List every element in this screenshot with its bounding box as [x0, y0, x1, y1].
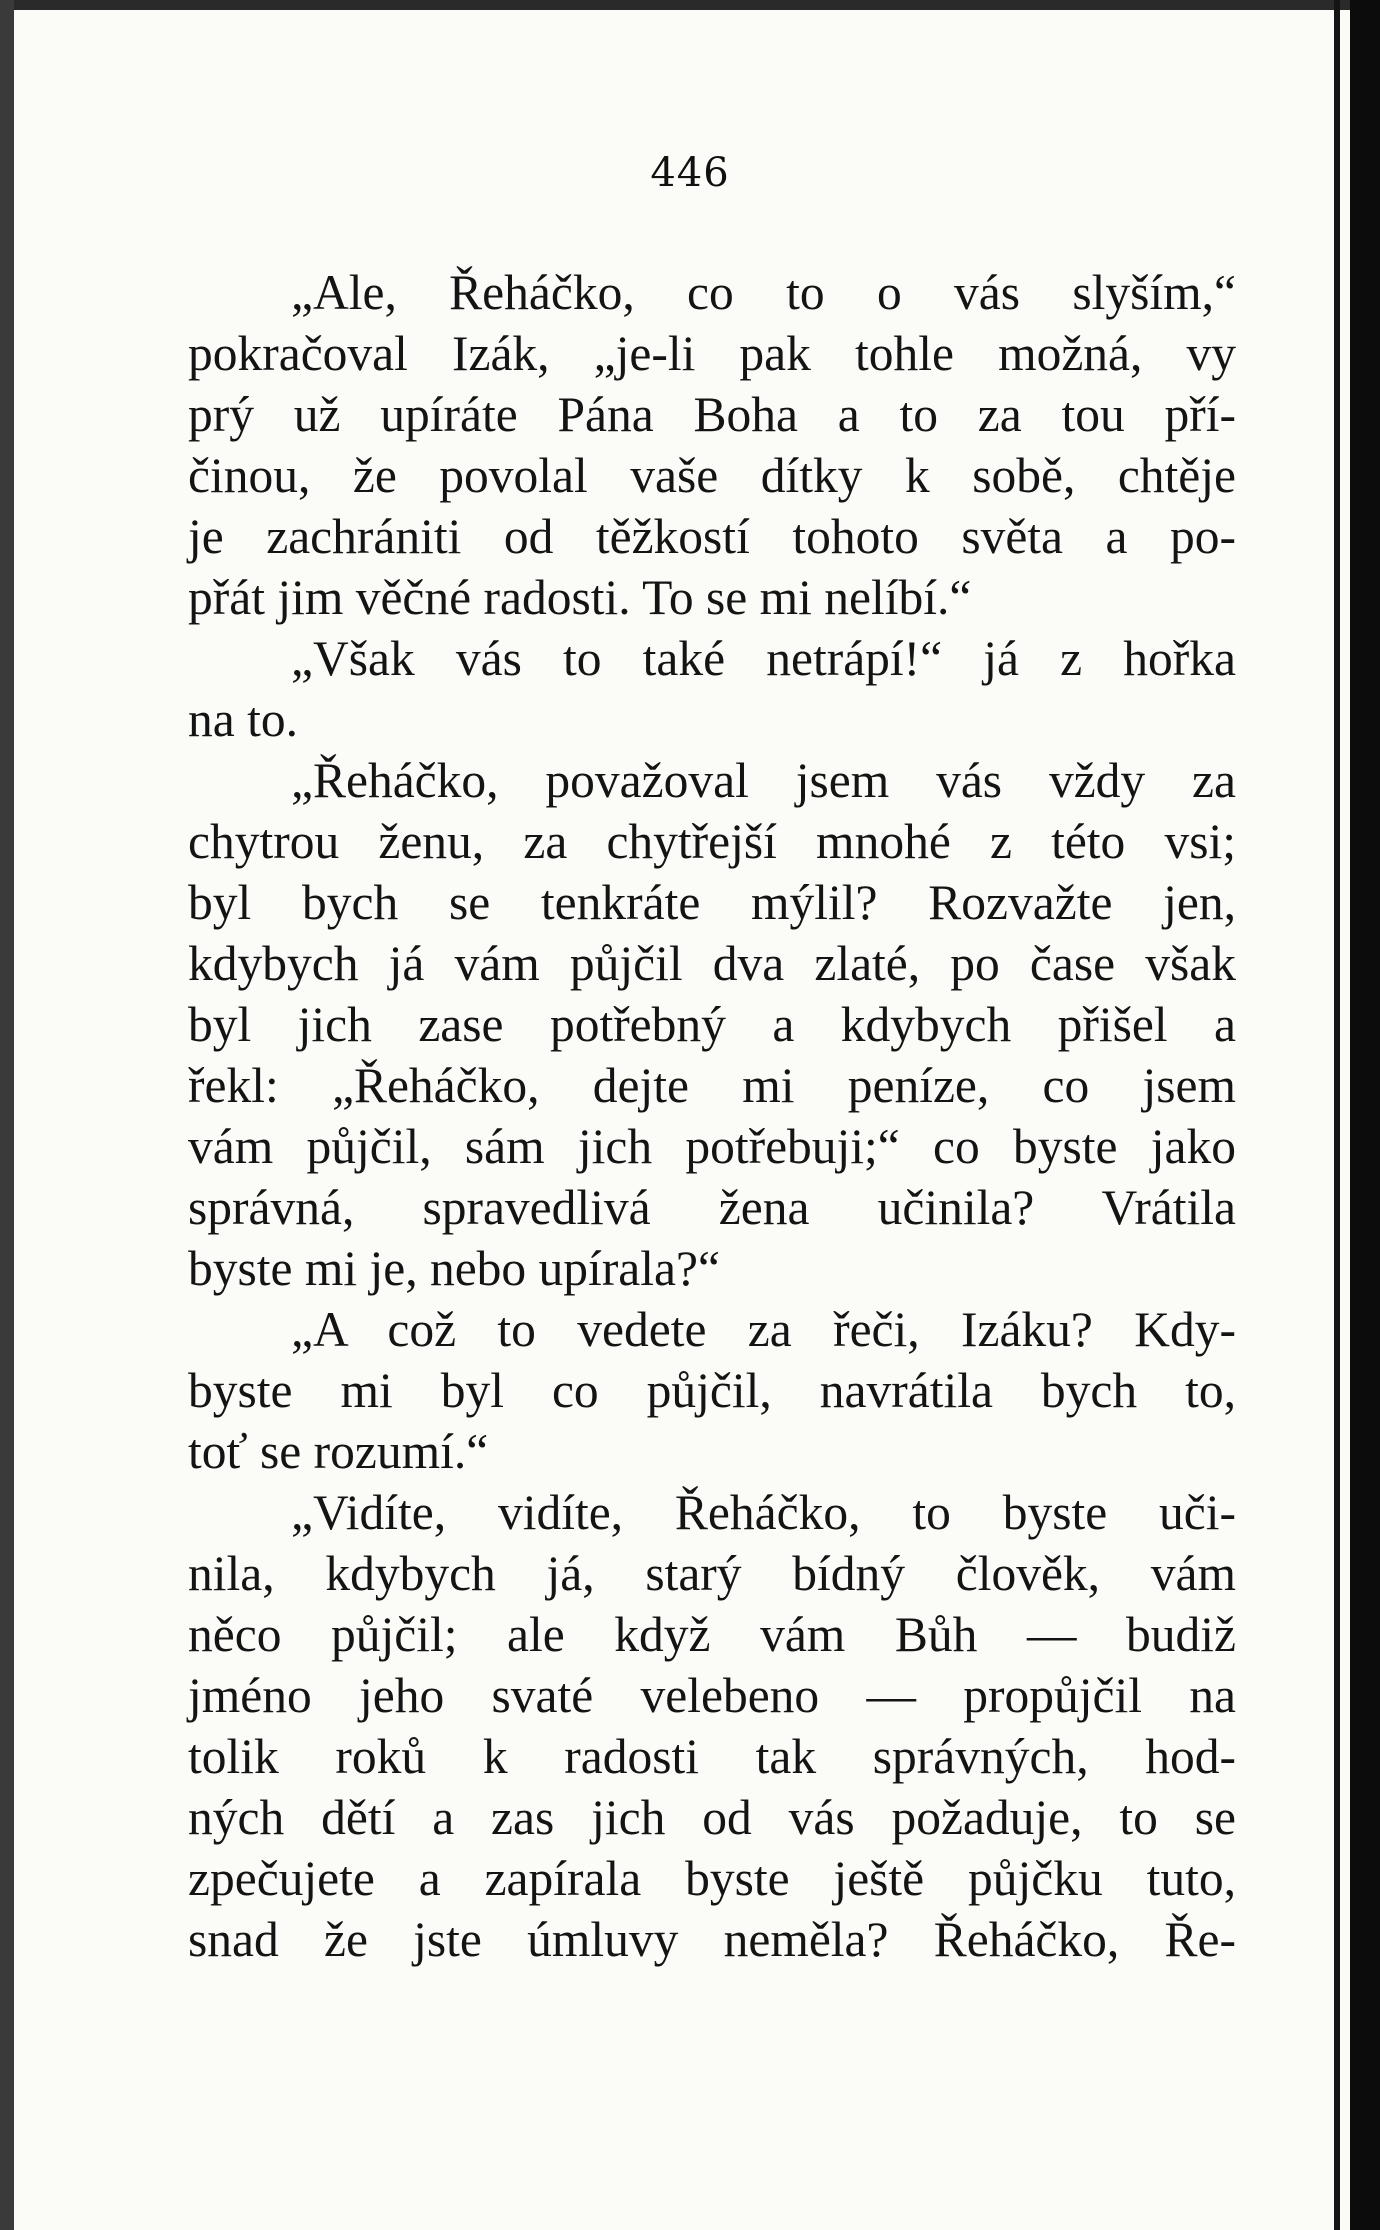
text-line: činou, že povolal vaše dítky k sobě, chtěje — [188, 448, 1236, 503]
text-line: „Však vás to také netrápí!“ já z hořka — [291, 631, 1236, 686]
text-line: je zachrániti od těžkostí tohoto světa a po- — [188, 509, 1236, 564]
text-line: chytrou ženu, za chytřejší mnohé z této vsi; — [188, 814, 1236, 869]
text-line: zpečujete a zapírala byste ještě půjčku tuto, — [188, 1851, 1236, 1906]
text-line: pokračoval Izák, „je-li pak tohle možná, vy — [188, 326, 1236, 381]
text-line: ných dětí a zas jich od vás požaduje, to se — [188, 1790, 1236, 1845]
scan-border-left — [0, 0, 14, 2230]
text-line: byste mi byl co půjčil, navrátila bych to, — [188, 1363, 1236, 1418]
text-line: něco půjčil; ale když vám Bůh — budiž — [188, 1607, 1236, 1662]
text-line: na to. — [188, 692, 298, 747]
text-line: řekl: „Řeháčko, dejte mi peníze, co jsem — [188, 1058, 1236, 1113]
text-line: přát jim věčné radosti. To se mi nelíbí.“ — [188, 570, 972, 625]
scan-border-right — [1350, 0, 1380, 2230]
text-line: vám půjčil, sám jich potřebuji;“ co byste jako — [188, 1119, 1236, 1174]
text-line: nila, kdybych já, starý bídný člověk, vám — [188, 1546, 1236, 1601]
text-line: „Ale, Řeháčko, co to o vás slyším,“ — [291, 265, 1236, 320]
text-line: tolik roků k radosti tak správných, hod- — [188, 1729, 1236, 1784]
text-line: kdybych já vám půjčil dva zlaté, po čase však — [188, 936, 1236, 991]
page-number: 446 — [650, 150, 730, 196]
body-text — [188, 262, 1236, 1970]
text-line: správná, spravedlivá žena učinila? Vrátila — [188, 1180, 1236, 1235]
text-line: prý už upíráte Pána Boha a to za tou pří- — [188, 387, 1236, 442]
text-line: jméno jeho svaté velebeno — propůjčil na — [188, 1668, 1236, 1723]
scan-border-right-line — [1334, 0, 1340, 2230]
text-line: byl jich zase potřebný a kdybych přišel a — [188, 997, 1236, 1052]
text-line: byste mi je, nebo upírala?“ — [188, 1241, 720, 1296]
text-line: „A což to vedete za řeči, Izáku? Kdy- — [291, 1302, 1236, 1357]
text-line: toť se rozumí.“ — [188, 1424, 489, 1479]
text-line: „Vidíte, vidíte, Řeháčko, to byste uči- — [291, 1485, 1236, 1540]
text-line: „Řeháčko, považoval jsem vás vždy za — [291, 753, 1236, 808]
text-line: byl bych se tenkráte mýlil? Rozvažte jen, — [188, 875, 1236, 930]
text-line: snad že jste úmluvy neměla? Řeháčko, Ře- — [188, 1912, 1236, 1967]
scan-border-top — [0, 0, 1380, 10]
